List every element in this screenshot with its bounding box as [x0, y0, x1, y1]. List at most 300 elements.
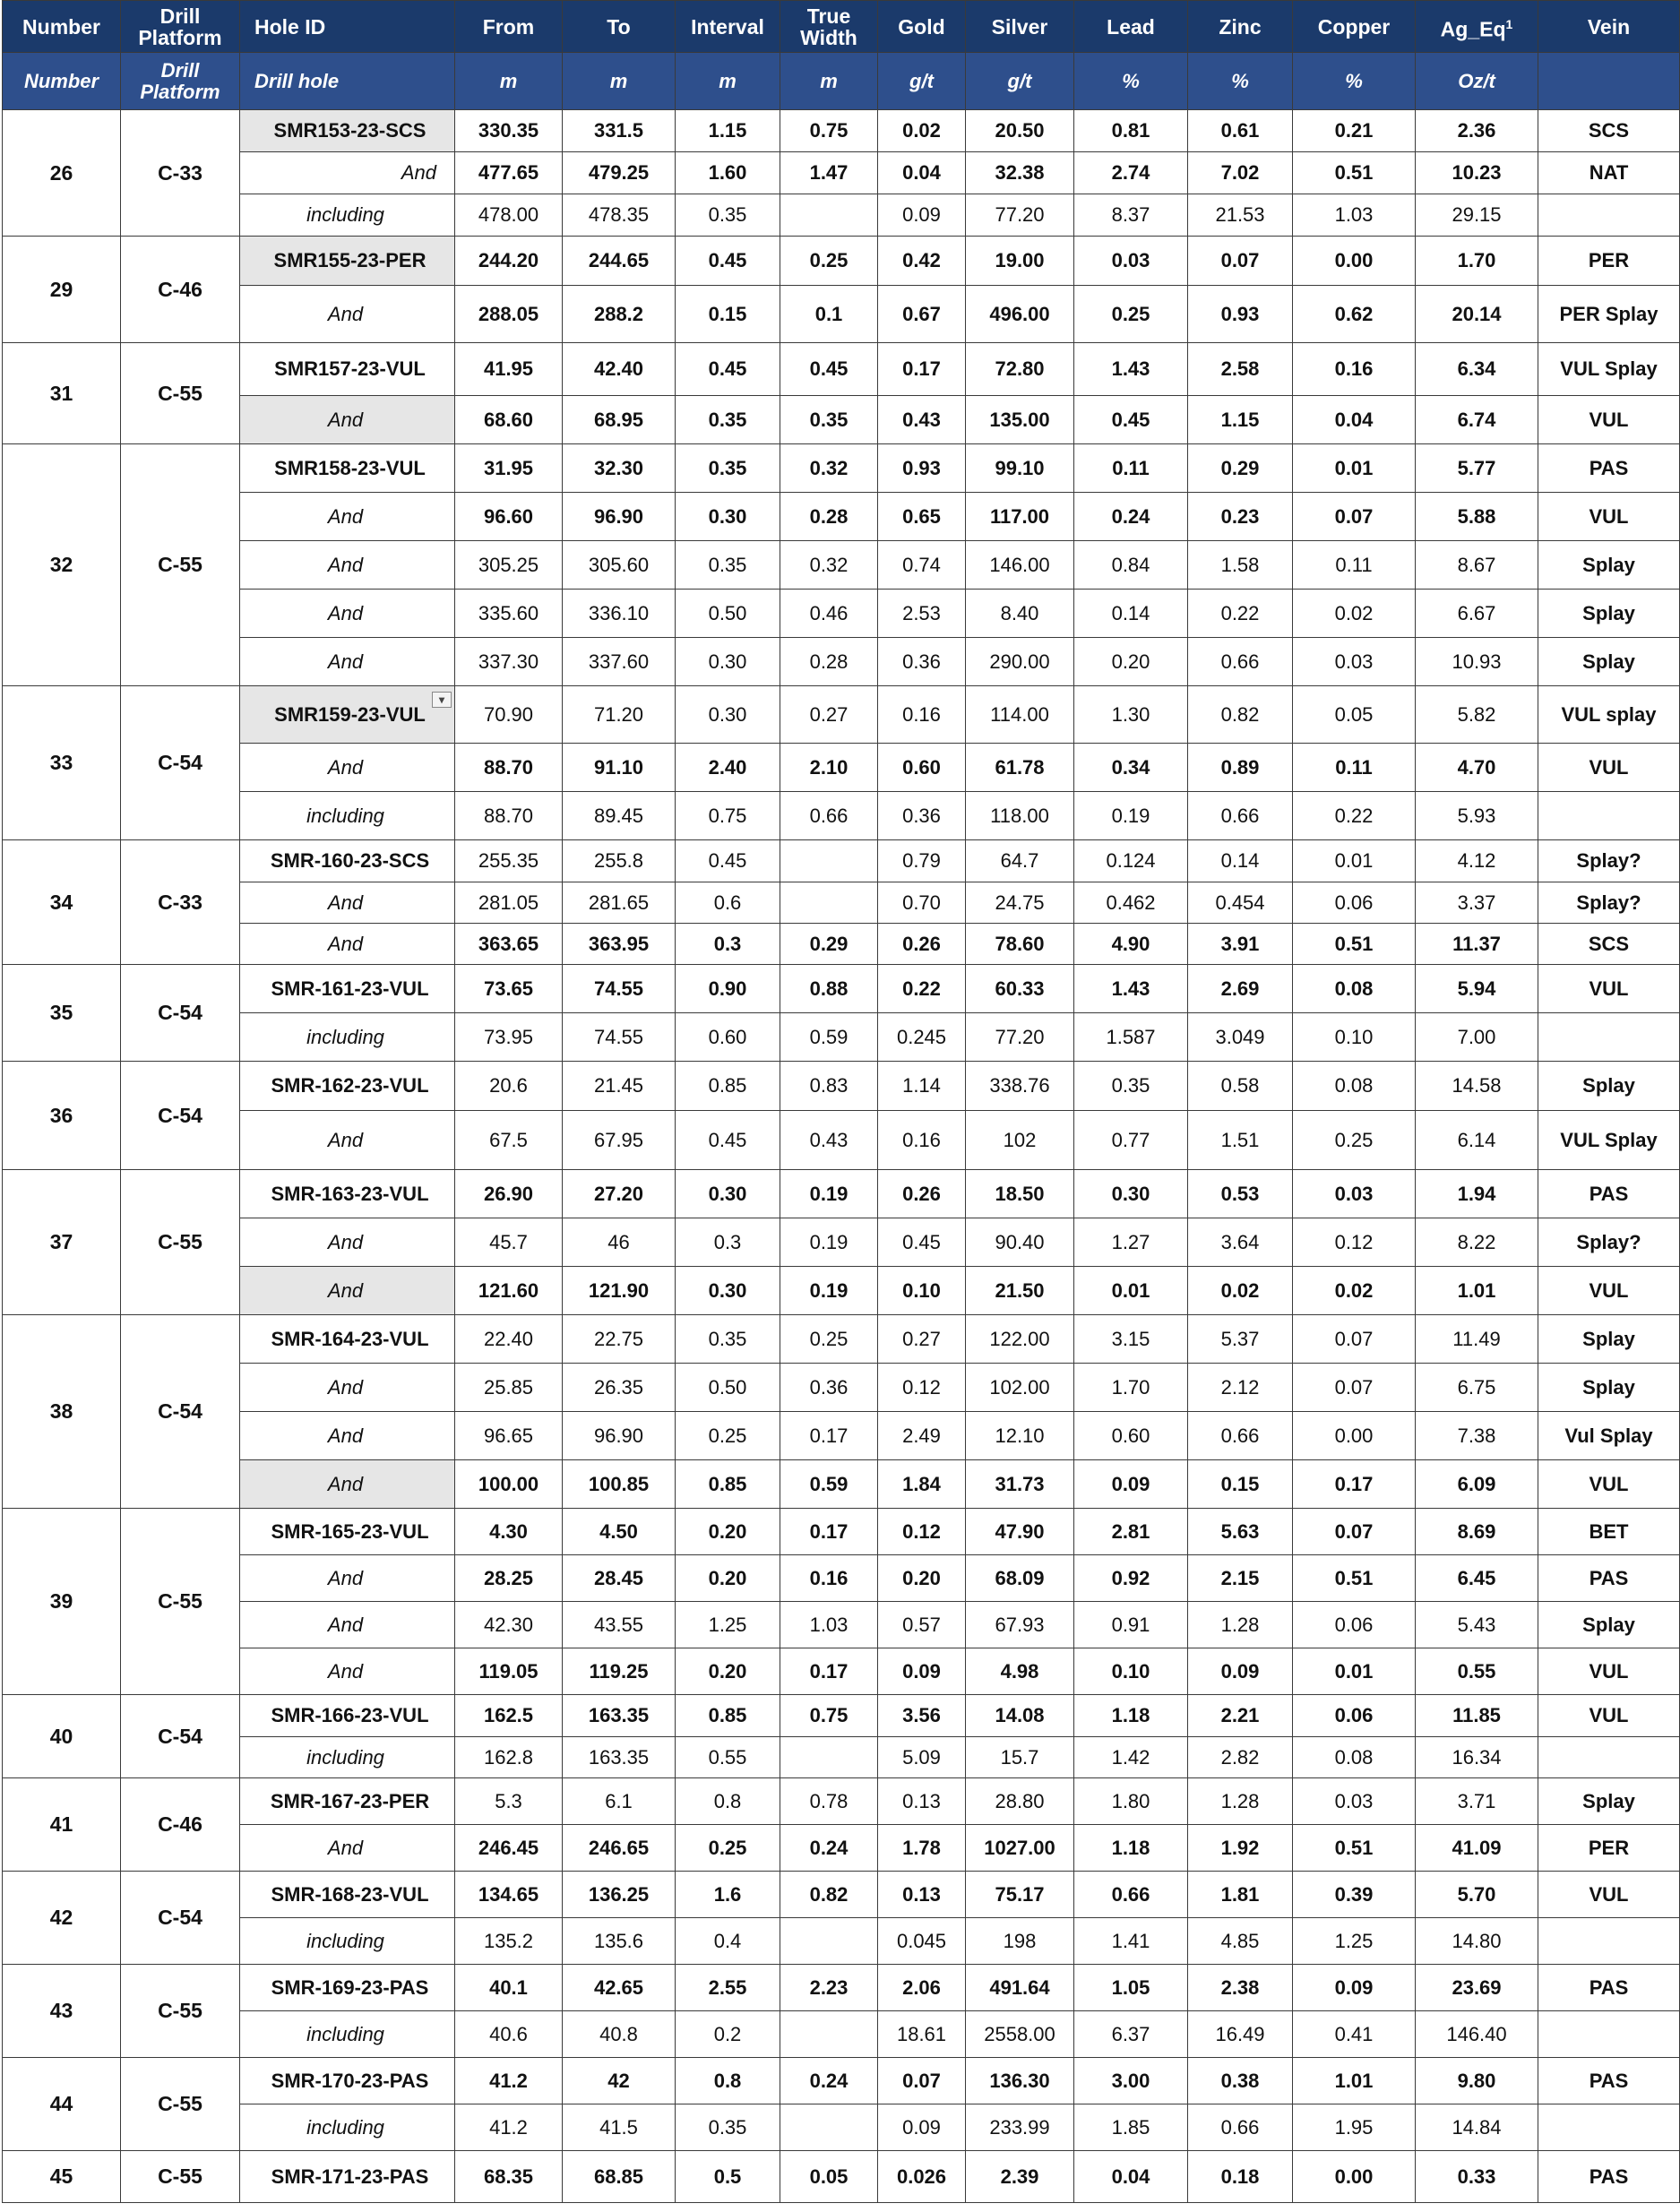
to-cell: 305.60 — [563, 541, 676, 590]
to-cell: 46 — [563, 1218, 676, 1267]
width-cell: 0.19 — [780, 1218, 878, 1267]
hole-number-cell: 42 — [3, 1872, 121, 1965]
to-cell: 363.95 — [563, 924, 676, 965]
ageq-cell: 11.37 — [1416, 924, 1538, 965]
width-cell: 0.75 — [780, 1695, 878, 1737]
copper-cell: 0.11 — [1293, 541, 1416, 590]
lead-cell: 0.35 — [1074, 1062, 1188, 1111]
copper-cell: 0.08 — [1293, 1062, 1416, 1111]
drill-platform-cell: C-54 — [121, 1695, 240, 1778]
lead-cell: 1.587 — [1074, 1013, 1188, 1062]
vein-cell: VUL — [1538, 396, 1680, 444]
vein-cell: Splay — [1538, 1315, 1680, 1364]
copper-cell: 0.03 — [1293, 1170, 1416, 1218]
from-cell: 288.05 — [455, 286, 563, 343]
copper-cell: 0.51 — [1293, 152, 1416, 194]
to-cell: 42 — [563, 2058, 676, 2104]
col-header-silver: Silver — [966, 1, 1074, 53]
interval-cell: 0.5 — [676, 2151, 780, 2203]
unit-vein — [1538, 53, 1680, 110]
silver-cell: 146.00 — [966, 541, 1074, 590]
ageq-cell: 3.37 — [1416, 882, 1538, 924]
vein-cell: PAS — [1538, 1555, 1680, 1602]
gold-cell: 1.78 — [878, 1825, 966, 1872]
interval-cell: 2.55 — [676, 1965, 780, 2011]
col-header-lead: Lead — [1074, 1, 1188, 53]
width-cell: 0.17 — [780, 1509, 878, 1555]
interval-cell: 0.3 — [676, 924, 780, 965]
qualifier-text: And — [327, 408, 364, 431]
col-header-drill-platform: Drill Platform — [121, 1, 240, 53]
from-cell: 255.35 — [455, 840, 563, 882]
interval-cell: 0.30 — [676, 1170, 780, 1218]
zinc-cell: 3.91 — [1188, 924, 1293, 965]
gold-cell: 0.13 — [878, 1872, 966, 1918]
interval-qualifier-cell — [240, 2011, 455, 2058]
copper-cell: 0.04 — [1293, 396, 1416, 444]
qualifier-text: And — [327, 932, 364, 955]
from-cell: 119.05 — [455, 1648, 563, 1695]
vein-cell — [1538, 1737, 1680, 1778]
ag-eq-label: Ag_Eq — [1440, 17, 1506, 41]
hole-number-cell: 35 — [3, 965, 121, 1062]
zinc-cell: 2.21 — [1188, 1695, 1293, 1737]
vein-cell — [1538, 194, 1680, 237]
from-cell: 96.65 — [455, 1412, 563, 1460]
copper-cell: 0.10 — [1293, 1013, 1416, 1062]
to-cell: 337.60 — [563, 638, 676, 686]
lead-cell: 0.66 — [1074, 1872, 1188, 1918]
qualifier-text: And — [327, 1375, 364, 1399]
to-cell: 21.45 — [563, 1062, 676, 1111]
gold-cell: 0.93 — [878, 444, 966, 493]
ageq-cell: 5.94 — [1416, 965, 1538, 1013]
copper-cell: 0.07 — [1293, 493, 1416, 541]
hole-id-cell — [240, 1872, 455, 1918]
width-cell — [780, 194, 878, 237]
hole-id-cell — [240, 110, 455, 152]
from-cell: 25.85 — [455, 1364, 563, 1412]
silver-cell: 290.00 — [966, 638, 1074, 686]
to-cell: 336.10 — [563, 590, 676, 638]
copper-cell: 0.00 — [1293, 237, 1416, 286]
gold-cell: 0.09 — [878, 2104, 966, 2151]
gold-cell: 0.43 — [878, 396, 966, 444]
qualifier-text: And — [327, 755, 364, 779]
silver-cell: 233.99 — [966, 2104, 1074, 2151]
lead-cell: 1.43 — [1074, 343, 1188, 396]
gold-cell: 0.10 — [878, 1267, 966, 1315]
width-cell: 0.19 — [780, 1267, 878, 1315]
table-row — [3, 1648, 1680, 1695]
to-cell: 255.8 — [563, 840, 676, 882]
vein-cell: Splay — [1538, 541, 1680, 590]
zinc-cell: 0.53 — [1188, 1170, 1293, 1218]
interval-cell: 0.45 — [676, 237, 780, 286]
gold-cell: 2.49 — [878, 1412, 966, 1460]
zinc-cell: 0.15 — [1188, 1460, 1293, 1509]
col-header-to: To — [563, 1, 676, 53]
vein-cell: PAS — [1538, 1965, 1680, 2011]
table-row — [3, 1555, 1680, 1602]
gold-cell: 0.45 — [878, 1218, 966, 1267]
interval-cell: 0.6 — [676, 882, 780, 924]
width-cell: 0.27 — [780, 686, 878, 744]
ageq-cell: 20.14 — [1416, 286, 1538, 343]
from-cell: 42.30 — [455, 1602, 563, 1648]
width-cell: 0.32 — [780, 444, 878, 493]
silver-cell: 64.7 — [966, 840, 1074, 882]
copper-cell: 0.39 — [1293, 1872, 1416, 1918]
from-cell: 335.60 — [455, 590, 563, 638]
copper-cell: 0.21 — [1293, 110, 1416, 152]
drill-platform-cell: C-46 — [121, 1778, 240, 1872]
silver-cell: 24.75 — [966, 882, 1074, 924]
qualifier-text: And — [327, 1566, 364, 1589]
to-cell: 119.25 — [563, 1648, 676, 1695]
hole-id-cell — [240, 343, 455, 396]
copper-cell: 0.17 — [1293, 1460, 1416, 1509]
drill-platform-cell: C-55 — [121, 2151, 240, 2203]
vein-cell: PAS — [1538, 1170, 1680, 1218]
interval-cell: 0.2 — [676, 2011, 780, 2058]
ageq-cell: 4.70 — [1416, 744, 1538, 792]
lead-cell: 1.42 — [1074, 1737, 1188, 1778]
from-cell: 73.65 — [455, 965, 563, 1013]
qualifier-text: including — [306, 804, 384, 827]
hole-id-text: SMR-168-23-VUL — [271, 1882, 429, 1906]
width-cell: 0.1 — [780, 286, 878, 343]
qualifier-text: including — [306, 1745, 384, 1769]
zinc-cell: 1.15 — [1188, 396, 1293, 444]
width-cell — [780, 2011, 878, 2058]
unit-gold: g/t — [878, 53, 966, 110]
hole-id-text: SMR-160-23-SCS — [270, 849, 430, 872]
hole-id-text: SMR153-23-SCS — [273, 119, 426, 142]
vein-cell — [1538, 2104, 1680, 2151]
table-row — [3, 237, 1680, 286]
interval-qualifier-cell — [240, 744, 455, 792]
vein-cell: PAS — [1538, 2058, 1680, 2104]
vein-cell: Splay? — [1538, 1218, 1680, 1267]
col-header-true-width: True Width — [780, 1, 878, 53]
lead-cell: 0.45 — [1074, 396, 1188, 444]
lead-cell: 0.60 — [1074, 1412, 1188, 1460]
interval-qualifier-cell — [240, 924, 455, 965]
table-row — [3, 1460, 1680, 1509]
interval-qualifier-cell — [240, 1364, 455, 1412]
table-row — [3, 882, 1680, 924]
copper-cell: 0.03 — [1293, 1778, 1416, 1825]
table-row — [3, 1778, 1680, 1825]
qualifier-text: And — [327, 650, 364, 673]
width-cell: 0.66 — [780, 792, 878, 840]
silver-cell: 47.90 — [966, 1509, 1074, 1555]
interval-cell: 0.35 — [676, 1315, 780, 1364]
copper-cell: 0.51 — [1293, 1825, 1416, 1872]
lead-cell: 0.14 — [1074, 590, 1188, 638]
hole-id-text: SMR158-23-VUL — [274, 456, 426, 479]
hole-id-cell — [240, 1778, 455, 1825]
lead-cell: 0.30 — [1074, 1170, 1188, 1218]
interval-cell: 0.25 — [676, 1412, 780, 1460]
width-cell: 0.28 — [780, 493, 878, 541]
header-row-units — [3, 53, 1680, 110]
copper-cell: 0.08 — [1293, 965, 1416, 1013]
zinc-cell: 0.454 — [1188, 882, 1293, 924]
hole-id-text: SMR-166-23-VUL — [271, 1704, 429, 1726]
drill-platform-cell: C-55 — [121, 1509, 240, 1695]
to-cell: 43.55 — [563, 1602, 676, 1648]
unit-number: Number — [3, 53, 121, 110]
hole-id-cell — [240, 1965, 455, 2011]
copper-cell: 0.03 — [1293, 638, 1416, 686]
gold-cell: 0.26 — [878, 1170, 966, 1218]
copper-cell: 0.06 — [1293, 1602, 1416, 1648]
interval-qualifier-cell — [240, 882, 455, 924]
gold-cell: 0.65 — [878, 493, 966, 541]
vein-cell: SCS — [1538, 110, 1680, 152]
from-cell: 244.20 — [455, 237, 563, 286]
vein-cell: BET — [1538, 1509, 1680, 1555]
gold-cell: 0.12 — [878, 1509, 966, 1555]
to-cell: 163.35 — [563, 1737, 676, 1778]
from-cell: 4.30 — [455, 1509, 563, 1555]
hole-number-cell: 45 — [3, 2151, 121, 2203]
drill-platform-cell: C-33 — [121, 840, 240, 965]
lead-cell: 0.34 — [1074, 744, 1188, 792]
interval-qualifier-cell — [240, 638, 455, 686]
copper-cell: 0.51 — [1293, 924, 1416, 965]
width-cell: 0.82 — [780, 1872, 878, 1918]
interval-cell: 0.75 — [676, 792, 780, 840]
gold-cell: 0.57 — [878, 1602, 966, 1648]
interval-cell: 0.30 — [676, 1267, 780, 1315]
zinc-cell: 1.81 — [1188, 1872, 1293, 1918]
gold-cell: 0.26 — [878, 924, 966, 965]
from-cell: 41.95 — [455, 343, 563, 396]
table-row — [3, 792, 1680, 840]
interval-cell: 0.30 — [676, 686, 780, 744]
hole-id-text: SMR159-23-VUL — [274, 702, 426, 726]
drill-platform-cell: C-55 — [121, 2058, 240, 2151]
gold-cell: 0.12 — [878, 1364, 966, 1412]
silver-cell: 491.64 — [966, 1965, 1074, 2011]
silver-cell: 122.00 — [966, 1315, 1074, 1364]
zinc-cell: 3.049 — [1188, 1013, 1293, 1062]
gold-cell: 0.79 — [878, 840, 966, 882]
hole-id-text: SMR157-23-VUL — [274, 357, 426, 380]
silver-cell: 12.10 — [966, 1412, 1074, 1460]
width-cell: 0.29 — [780, 924, 878, 965]
zinc-cell: 0.61 — [1188, 110, 1293, 152]
copper-cell: 0.09 — [1293, 1965, 1416, 2011]
table-row — [3, 1965, 1680, 2011]
copper-cell: 0.06 — [1293, 882, 1416, 924]
lead-cell: 0.09 — [1074, 1460, 1188, 1509]
table-row — [3, 541, 1680, 590]
hole-number-cell: 31 — [3, 343, 121, 444]
silver-cell: 338.76 — [966, 1062, 1074, 1111]
zinc-cell: 0.09 — [1188, 1648, 1293, 1695]
vein-cell: Splay — [1538, 1778, 1680, 1825]
lead-cell: 2.81 — [1074, 1509, 1188, 1555]
zinc-cell: 2.58 — [1188, 343, 1293, 396]
zinc-cell: 0.38 — [1188, 2058, 1293, 2104]
lead-cell: 1.85 — [1074, 2104, 1188, 2151]
from-cell: 134.65 — [455, 1872, 563, 1918]
zinc-cell: 2.12 — [1188, 1364, 1293, 1412]
width-cell: 1.03 — [780, 1602, 878, 1648]
from-cell: 305.25 — [455, 541, 563, 590]
ageq-cell: 6.09 — [1416, 1460, 1538, 1509]
to-cell: 6.1 — [563, 1778, 676, 1825]
interval-cell: 0.20 — [676, 1648, 780, 1695]
silver-cell: 90.40 — [966, 1218, 1074, 1267]
width-cell: 0.17 — [780, 1412, 878, 1460]
from-cell: 281.05 — [455, 882, 563, 924]
silver-cell: 118.00 — [966, 792, 1074, 840]
zinc-cell: 0.14 — [1188, 840, 1293, 882]
width-cell: 0.05 — [780, 2151, 878, 2203]
zinc-cell: 0.07 — [1188, 237, 1293, 286]
table-row — [3, 590, 1680, 638]
hole-id-text: SMR-163-23-VUL — [271, 1182, 429, 1205]
hole-number-cell: 34 — [3, 840, 121, 965]
silver-cell: 114.00 — [966, 686, 1074, 744]
drill-platform-cell: C-54 — [121, 686, 240, 840]
interval-qualifier-cell — [240, 1918, 455, 1965]
from-cell: 88.70 — [455, 744, 563, 792]
hole-id-text: SMR-169-23-PAS — [271, 1975, 429, 1999]
table-row — [3, 744, 1680, 792]
interval-cell: 1.25 — [676, 1602, 780, 1648]
copper-cell: 1.25 — [1293, 1918, 1416, 1965]
hole-number-cell: 44 — [3, 2058, 121, 2151]
qualifier-text: including — [306, 2115, 384, 2139]
gold-cell: 0.02 — [878, 110, 966, 152]
silver-cell: 15.7 — [966, 1737, 1074, 1778]
dropdown-arrow-icon[interactable]: ▾ — [432, 692, 452, 708]
hole-id-cell — [240, 1170, 455, 1218]
gold-cell: 0.13 — [878, 1778, 966, 1825]
vein-cell: Splay — [1538, 638, 1680, 686]
zinc-cell: 7.02 — [1188, 152, 1293, 194]
unit-drill-hole: Drill hole — [240, 53, 455, 110]
drill-platform-cell: C-54 — [121, 1062, 240, 1170]
ageq-cell: 14.58 — [1416, 1062, 1538, 1111]
zinc-cell: 0.02 — [1188, 1267, 1293, 1315]
from-cell: 26.90 — [455, 1170, 563, 1218]
table-row — [3, 1509, 1680, 1555]
table-row — [3, 1315, 1680, 1364]
copper-cell: 0.62 — [1293, 286, 1416, 343]
vein-cell — [1538, 1013, 1680, 1062]
interval-cell: 0.8 — [676, 1778, 780, 1825]
ageq-cell: 8.22 — [1416, 1218, 1538, 1267]
ageq-cell: 6.67 — [1416, 590, 1538, 638]
hole-id-text: SMR-170-23-PAS — [271, 2069, 429, 2092]
vein-cell: Splay? — [1538, 882, 1680, 924]
vein-cell: Splay — [1538, 1364, 1680, 1412]
lead-cell: 0.01 — [1074, 1267, 1188, 1315]
interval-cell: 0.35 — [676, 396, 780, 444]
interval-qualifier-cell — [240, 541, 455, 590]
lead-cell: 8.37 — [1074, 194, 1188, 237]
unit-lead: % — [1074, 53, 1188, 110]
qualifier-text: And — [401, 161, 436, 184]
hole-id-text: SMR-164-23-VUL — [271, 1327, 429, 1350]
interval-cell: 0.15 — [676, 286, 780, 343]
from-cell: 162.5 — [455, 1695, 563, 1737]
zinc-cell: 0.93 — [1188, 286, 1293, 343]
unit-zinc: % — [1188, 53, 1293, 110]
to-cell: 91.10 — [563, 744, 676, 792]
ageq-cell: 6.75 — [1416, 1364, 1538, 1412]
unit-ag-eq: Oz/t — [1416, 53, 1538, 110]
zinc-cell: 0.66 — [1188, 792, 1293, 840]
width-cell: 0.16 — [780, 1555, 878, 1602]
ageq-cell: 7.38 — [1416, 1412, 1538, 1460]
zinc-cell: 5.63 — [1188, 1509, 1293, 1555]
hole-id-cell — [240, 237, 455, 286]
silver-cell: 78.60 — [966, 924, 1074, 965]
table-row — [3, 2104, 1680, 2151]
gold-cell: 0.22 — [878, 965, 966, 1013]
hole-id-text: SMR-162-23-VUL — [271, 1074, 429, 1097]
lead-cell: 0.25 — [1074, 286, 1188, 343]
qualifier-text: And — [327, 601, 364, 624]
hole-number-cell: 40 — [3, 1695, 121, 1778]
silver-cell: 28.80 — [966, 1778, 1074, 1825]
qualifier-text: including — [306, 203, 384, 226]
width-cell: 0.83 — [780, 1062, 878, 1111]
table-row — [3, 152, 1680, 194]
ageq-cell: 11.49 — [1416, 1315, 1538, 1364]
unit-interval: m — [676, 53, 780, 110]
copper-cell: 0.41 — [1293, 2011, 1416, 2058]
zinc-cell: 0.29 — [1188, 444, 1293, 493]
lead-cell: 0.20 — [1074, 638, 1188, 686]
silver-cell: 77.20 — [966, 194, 1074, 237]
from-cell: 31.95 — [455, 444, 563, 493]
table-row — [3, 924, 1680, 965]
table-row — [3, 638, 1680, 686]
hole-number-cell: 29 — [3, 237, 121, 343]
gold-cell: 0.07 — [878, 2058, 966, 2104]
to-cell: 246.65 — [563, 1825, 676, 1872]
ageq-cell: 146.40 — [1416, 2011, 1538, 2058]
hole-id-cell — [240, 1315, 455, 1364]
from-cell: 135.2 — [455, 1918, 563, 1965]
lead-cell: 0.84 — [1074, 541, 1188, 590]
zinc-cell: 2.82 — [1188, 1737, 1293, 1778]
interval-qualifier-cell — [240, 1648, 455, 1695]
interval-cell: 0.45 — [676, 1111, 780, 1170]
copper-cell: 0.12 — [1293, 1218, 1416, 1267]
gold-cell: 0.17 — [878, 343, 966, 396]
zinc-cell: 1.28 — [1188, 1778, 1293, 1825]
col-header-ag-eq — [1416, 1, 1538, 53]
vein-cell: Splay — [1538, 590, 1680, 638]
unit-from: m — [455, 53, 563, 110]
width-cell: 0.43 — [780, 1111, 878, 1170]
hole-number-cell: 32 — [3, 444, 121, 686]
vein-cell: VUL splay — [1538, 686, 1680, 744]
interval-cell: 0.85 — [676, 1460, 780, 1509]
width-cell: 0.25 — [780, 237, 878, 286]
ageq-cell: 16.34 — [1416, 1737, 1538, 1778]
